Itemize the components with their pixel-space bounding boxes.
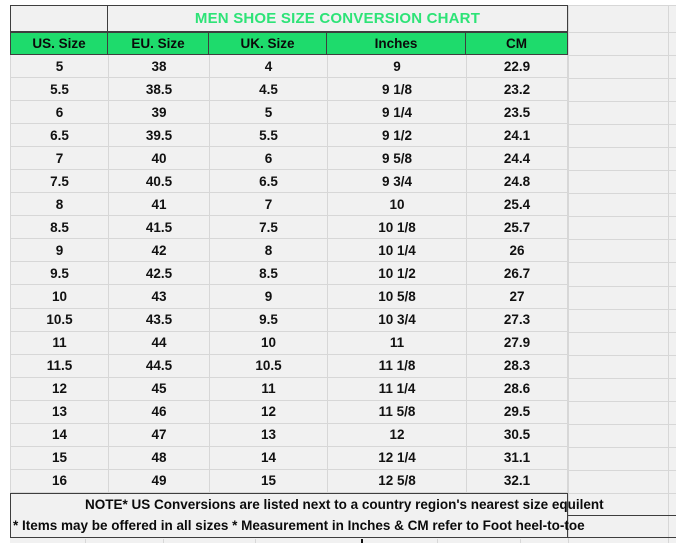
table-cell[interactable]: 39 [109, 101, 210, 124]
gridline [568, 101, 676, 102]
table-cell[interactable]: 47 [109, 424, 210, 447]
gridline [568, 32, 676, 33]
gridline [568, 332, 676, 333]
column-header-us-size[interactable]: US. Size [11, 33, 108, 54]
table-cell[interactable]: 11 1/4 [328, 378, 467, 401]
gridline [568, 55, 676, 56]
column-header-uk-size[interactable]: UK. Size [209, 33, 327, 54]
gridline [568, 424, 676, 425]
title-spacer-cell[interactable] [11, 6, 108, 31]
gridline [568, 5, 676, 6]
table-cell[interactable]: 40 [109, 147, 210, 170]
table-cell[interactable]: 6 [11, 101, 109, 124]
table-cell[interactable]: 13 [11, 401, 109, 424]
table-cell[interactable]: 45 [109, 378, 210, 401]
table-cell[interactable]: 10 1/2 [328, 262, 467, 285]
table-cell[interactable]: 7.5 [210, 216, 328, 239]
table-cell[interactable]: 11 5/8 [328, 401, 467, 424]
table-cell[interactable]: 9 [328, 55, 467, 78]
gridline [568, 286, 676, 287]
table-cell[interactable]: 32.1 [467, 470, 568, 493]
table-cell[interactable]: 9 [11, 239, 109, 262]
gridline [163, 539, 164, 543]
table-cell[interactable]: 26.7 [467, 262, 568, 285]
gridline [568, 378, 676, 379]
table-cell[interactable]: 8.5 [11, 216, 109, 239]
table-cell[interactable]: 10.5 [11, 309, 109, 332]
table-cell[interactable]: 27 [467, 285, 568, 308]
table-cell[interactable]: 16 [11, 470, 109, 493]
column-header-eu-size[interactable]: EU. Size [108, 33, 209, 54]
note-row-1[interactable] [10, 493, 604, 515]
table-cell[interactable]: 28.3 [467, 355, 568, 378]
table-cell[interactable]: 5.5 [11, 78, 109, 101]
table-cell[interactable]: 4 [210, 55, 328, 78]
table-cell[interactable]: 10 5/8 [328, 285, 467, 308]
table-cell[interactable]: 49 [109, 470, 210, 493]
gridline [568, 193, 676, 194]
table-cell[interactable]: 38.5 [109, 78, 210, 101]
table-cell[interactable]: 11 [328, 332, 467, 355]
table-cell[interactable]: 10 [11, 285, 109, 308]
table-cell[interactable]: 12 [328, 424, 467, 447]
table-cell[interactable]: 10 3/4 [328, 309, 467, 332]
table-cell[interactable]: 27.9 [467, 332, 568, 355]
table-cell[interactable]: 7 [210, 193, 328, 216]
table-cell[interactable]: 15 [11, 447, 109, 470]
table-cell[interactable]: 12 [210, 401, 328, 424]
table-cell[interactable]: 7 [11, 147, 109, 170]
table-cell[interactable]: 8.5 [210, 262, 328, 285]
table-cell[interactable]: 11 1/8 [328, 355, 467, 378]
gridline [437, 539, 438, 543]
gridline [255, 539, 256, 543]
table-cell[interactable]: 28.6 [467, 378, 568, 401]
gridline [568, 262, 676, 263]
gridline [568, 78, 676, 79]
table-cell[interactable]: 9 [210, 285, 328, 308]
gridline [568, 239, 676, 240]
table-cell[interactable]: 12 [11, 378, 109, 401]
table-cell[interactable]: 41.5 [109, 216, 210, 239]
table-cell[interactable]: 8 [11, 193, 109, 216]
table-cell[interactable]: 10 [210, 332, 328, 355]
gridline [568, 5, 569, 543]
table-cell[interactable]: 9.5 [210, 309, 328, 332]
table-cell[interactable]: 14 [210, 447, 328, 470]
table-cell[interactable]: 14 [11, 424, 109, 447]
table-cell[interactable]: 9 3/4 [328, 170, 467, 193]
table-cell[interactable]: 43 [109, 285, 210, 308]
table-cell[interactable]: 43.5 [109, 309, 210, 332]
table-cell[interactable]: 9.5 [11, 262, 109, 285]
table-cell[interactable]: 8 [210, 239, 328, 262]
chart-title[interactable]: MEN SHOE SIZE CONVERSION CHART [194, 10, 481, 27]
note-text-1: NOTE* US Conversions are listed next to a country region's nearest size equilent [85, 497, 604, 512]
gridline [568, 147, 676, 148]
table-cell[interactable]: 26 [467, 239, 568, 262]
note-text-2: * Items may be offered in all sizes * Measurement in Inches & CM refer to Foot heel-to-toe [13, 518, 585, 533]
table-cell[interactable]: 5 [210, 101, 328, 124]
table-cell[interactable]: 6 [210, 147, 328, 170]
table-cell[interactable]: 39.5 [109, 124, 210, 147]
table-cell[interactable]: 9 1/4 [328, 101, 467, 124]
gridline [520, 539, 521, 543]
table-cell[interactable]: 10.5 [210, 355, 328, 378]
table-cell[interactable]: 25.4 [467, 193, 568, 216]
gridline [568, 401, 676, 402]
text-fragment [361, 539, 363, 543]
table-cell[interactable]: 11 [210, 378, 328, 401]
table-cell[interactable]: 9 1/2 [328, 124, 467, 147]
gridline [668, 5, 669, 543]
table-cell[interactable]: 22.9 [467, 55, 568, 78]
table-cell[interactable]: 40.5 [109, 170, 210, 193]
gridline [568, 124, 676, 125]
column-header-cm[interactable]: CM [506, 36, 527, 51]
gridline [568, 355, 676, 356]
table-cell[interactable]: 48 [109, 447, 210, 470]
table-cell[interactable]: 10 [328, 193, 467, 216]
table-cell[interactable]: 24.4 [467, 147, 568, 170]
table-cell[interactable]: 44 [109, 332, 210, 355]
gridline [568, 170, 676, 171]
table-cell[interactable]: 44.5 [109, 355, 210, 378]
table-cell[interactable]: 38 [109, 55, 210, 78]
table-cell[interactable]: 5.5 [210, 124, 328, 147]
table-cell[interactable]: 7.5 [11, 170, 109, 193]
table-cell[interactable]: 41 [109, 193, 210, 216]
gridline [568, 447, 676, 448]
table-cell[interactable]: 42 [109, 239, 210, 262]
table-cell[interactable]: 4.5 [210, 78, 328, 101]
table-cell[interactable]: 11 [11, 332, 109, 355]
gridline [568, 309, 676, 310]
table-cell[interactable]: 15 [210, 470, 328, 493]
table-cell[interactable]: 23.5 [467, 101, 568, 124]
table-cell[interactable]: 10 1/4 [328, 239, 467, 262]
gridline [10, 537, 676, 538]
column-header-inches[interactable]: Inches [327, 33, 466, 54]
table-cell[interactable]: 24.8 [467, 170, 568, 193]
header-row [10, 32, 568, 55]
table-cell[interactable]: 12 1/4 [328, 447, 467, 470]
note-row-2[interactable] [10, 515, 585, 537]
table-cell[interactable]: 29.5 [467, 401, 568, 424]
table-cell[interactable]: 42.5 [109, 262, 210, 285]
table-cell[interactable]: 10 1/8 [328, 216, 467, 239]
gridline [568, 470, 676, 471]
gridline [568, 216, 676, 217]
table-cell[interactable]: 27.3 [467, 309, 568, 332]
table-cell[interactable]: 25.7 [467, 216, 568, 239]
table-cell[interactable]: 23.2 [467, 78, 568, 101]
table-cell[interactable]: 6.5 [210, 170, 328, 193]
table-cell[interactable]: 9 1/8 [328, 78, 467, 101]
table-cell[interactable]: 11.5 [11, 355, 109, 378]
table-cell[interactable]: 13 [210, 424, 328, 447]
size-table [10, 55, 568, 493]
table-cell[interactable]: 5 [11, 55, 109, 78]
title-row [10, 5, 568, 32]
table-cell[interactable]: 6.5 [11, 124, 109, 147]
table-cell[interactable]: 31.1 [467, 447, 568, 470]
table-cell[interactable]: 9 5/8 [328, 147, 467, 170]
gridline [85, 539, 86, 543]
table-cell[interactable]: 30.5 [467, 424, 568, 447]
table-cell[interactable]: 46 [109, 401, 210, 424]
table-cell[interactable]: 24.1 [467, 124, 568, 147]
table-cell[interactable]: 12 5/8 [328, 470, 467, 493]
